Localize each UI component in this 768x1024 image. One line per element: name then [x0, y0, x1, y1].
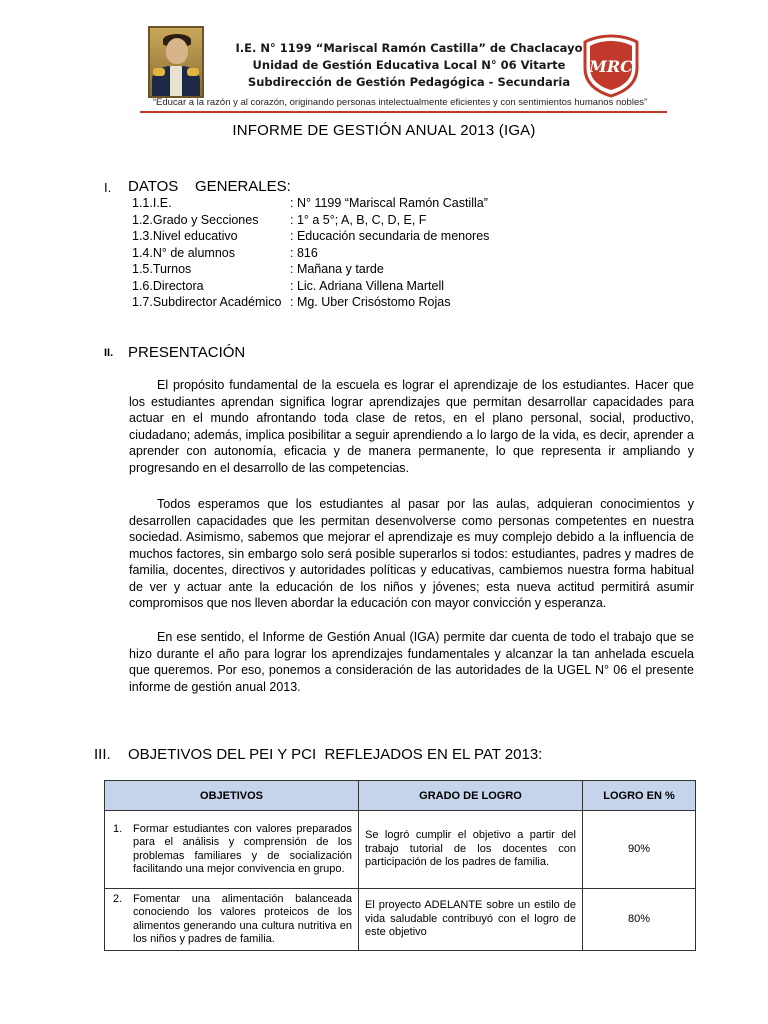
school-motto: “Educar a la razón y al corazón, originando personas intelectualmente eficientes y con sentimientos humanos nobles” [152, 97, 648, 108]
document-title: INFORME DE GESTIÓN ANUAL 2013 (IGA) [232, 122, 536, 139]
column-header-grado: GRADO DE LOGRO [359, 781, 583, 811]
grado-cell: El proyecto ADELANTE sobre un estilo de vida saludable contribuyó con el logro de este objetivo [359, 889, 583, 951]
section-3-title: OBJETIVOS DEL PEI Y PCI REFLEJADOS EN EL PAT 2013: [128, 746, 543, 763]
list-item: 1.7.Subdirector Académico : Mg. Uber Crisóstomo Rojas [132, 295, 451, 309]
section-2-title: PRESENTACIÓN [128, 344, 246, 361]
objetivo-text: Formar estudiantes con valores preparados para el análisis y comprensión de los problemas familiares y de socialización facilitando una mejor convivencia en grupo. [133, 822, 352, 875]
ugel-name: Unidad de Gestión Educativa Local N° 06 Vitarte [252, 58, 566, 72]
section-3-number: III. [94, 746, 111, 763]
subdirection-name: Subdirección de Gestión Pedagógica - Secundaria [247, 75, 571, 89]
objetivo-cell [105, 889, 359, 951]
list-item: 1.3.Nivel educativo : Educación secundaria de menores [132, 229, 490, 243]
logro-cell: 90% [583, 811, 696, 889]
list-item: 1.4.N° de alumnos : 816 [132, 245, 318, 260]
table-row [105, 889, 696, 951]
school-header [224, 40, 594, 91]
presentation-paragraph-2: Todos esperamos que los estudiantes al pasar por las aulas, adquieran conocimientos y desarrollen capacidades que les permitan desenvolverse como personas competentes en nuestra sociedad. Asimismo, sabemos que mejorar el aprendizaje es muy complejo debido a la influencia de muchos factores, sin embargo solo será posible superarlos si todos: estudiantes, padres y madres de familia, docentes, directivos y autoridades políticas y educativas, cambiemos nuestra forma habitual de ver y actuar ante la educación de los niños y jóvenes; esta nueva actitud permitirá asumir compromisos que nos lleven abordar la educación con mayor convicción y esperanza. [129, 497, 694, 610]
school-crest-icon [582, 34, 640, 98]
grado-cell: Se logró cumplir el objetivo a partir del trabajo tutorial de los docentes con participación de los padres de familia. [359, 811, 583, 889]
school-name: I.E. N° 1199 “Mariscal Ramón Castilla” de Chaclacayo [235, 41, 583, 55]
logro-cell: 80% [583, 889, 696, 951]
objetivo-number: 2. [113, 892, 123, 905]
header-divider [140, 111, 667, 113]
table-header-row [105, 781, 696, 811]
column-header-objetivos: OBJETIVOS [105, 781, 359, 811]
section-1-number: I. [104, 180, 112, 195]
objetivo-cell [105, 811, 359, 889]
list-item: 1.1.I.E. : N° 1199 “Mariscal Ramón Castilla” [132, 196, 488, 210]
objectives-table [104, 780, 696, 951]
presentation-paragraph-3: En ese sentido, el Informe de Gestión Anual (IGA) permite dar cuenta de todo el trabajo que se hizo durante el año para lograr los aprendizajes fundamentales y alcanzar la tan anhelada escuela que queremos. Por eso, ponemos a consideración de las autoridades de la UGEL N° 06 el presente informe de gestión anual 2013. [129, 630, 694, 694]
list-item: 1.2.Grado y Secciones : 1° a 5°; A, B, C, D, E, F [132, 212, 427, 227]
list-item: 1.5.Turnos : Mañana y tarde [132, 262, 384, 276]
objetivo-number: 1. [113, 822, 123, 835]
presentation-paragraph-1: El propósito fundamental de la escuela es lograr el aprendizaje de los estudiantes. Hacer que los estudiantes aprendan significa lograr aprendizajes que permitan desarrollar capacidades para actuar en el mundo afrontando toda clase de retos, en el plano personal, social, productivo, ciudadano; además, implica posibilitar a seguir aprendiendo a lo largo de la vida, es decir, aprender a aprender con autonomía, eficacia y de manera permanente, lo que representa ir ampliando y progresando en el desarrollo de las competencias. [129, 378, 694, 475]
table-row [105, 811, 696, 889]
section-2-number: II. [104, 347, 114, 359]
crest-letters: MRC [589, 57, 633, 76]
founder-portrait [148, 26, 204, 98]
list-item: 1.6.Directora : Lic. Adriana Villena Martell [132, 278, 445, 293]
datos-generales-list [132, 195, 489, 311]
section-1-title: DATOS GENERALES: [128, 178, 291, 195]
column-header-logro: LOGRO EN % [583, 781, 696, 811]
objetivo-text: Fomentar una alimentación balanceada conociendo los valores proteicos de los alimentos generando una cultura nutritiva en los niños y padres de familia. [133, 892, 352, 945]
